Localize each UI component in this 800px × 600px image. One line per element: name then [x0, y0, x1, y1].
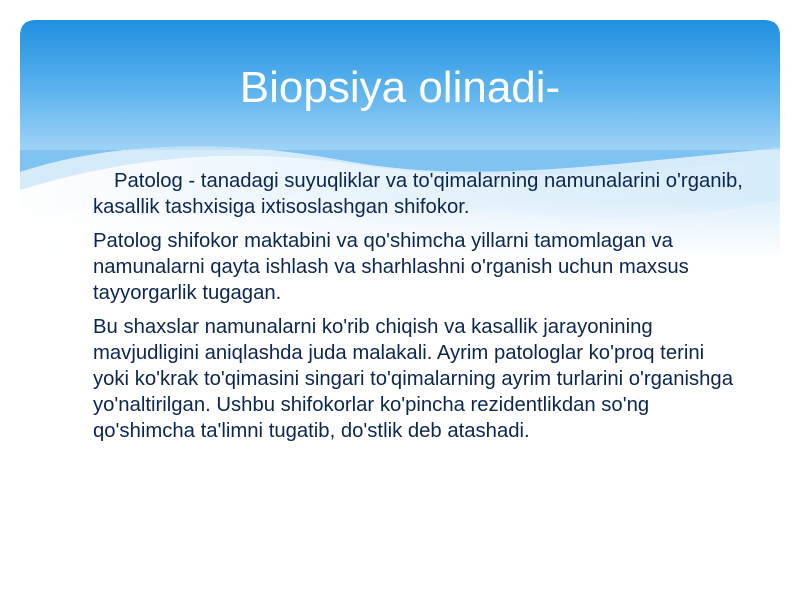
paragraph-patolog-training: Patolog shifokor maktabini va qo'shimcha yillarni tamomlagan va namunalarni qayta ishlash va sharhlashni o'rganish uchun maxsus tayyorgarlik tugagan. — [93, 230, 689, 304]
paragraph-patolog-specialization: Bu shaxslar namunalarni ko'rib chiqish va kasallik jarayonining mavjudligini aniqlashda juda malakali. Ayrim patologlar ko'proq terini yoki ko'krak to'qimasini singari to'qimalarning ayrim turlarini o'rganishga yo'naltirilgan. Ushbu shifokorlar ko'pincha rezidentlikdan so'ng qo'shimcha ta'limni tugatib, do'stlik deb atashadi. — [93, 316, 733, 442]
slide-body — [93, 168, 743, 452]
slide-title: Biopsiya olinadi- — [239, 63, 561, 112]
paragraph-patolog-definition: Patolog - tanadagi suyuqliklar va to'qimalarning namunalarini o'rganib, kasallik tashxisiga ixtisoslashgan shifokor. — [93, 170, 743, 218]
